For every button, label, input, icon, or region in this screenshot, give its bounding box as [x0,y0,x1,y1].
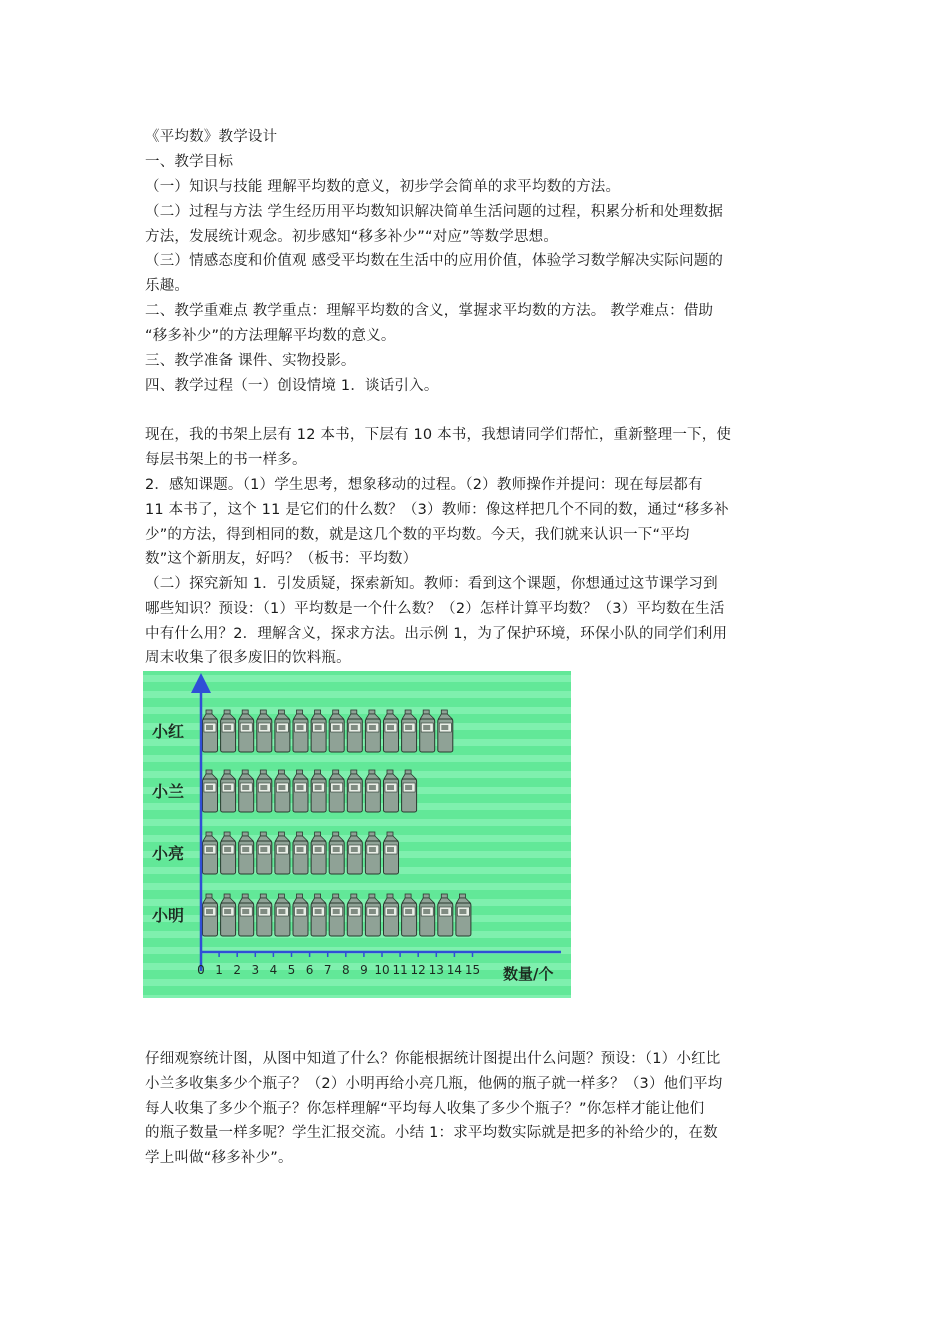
tick-label: 14 [446,963,463,977]
stripe [143,819,571,826]
stripe [143,995,571,998]
stripe [143,675,571,682]
tick-label: 12 [410,963,426,977]
tick-label: 6 [305,963,314,977]
heading-text: 一、教学目标 [145,154,234,170]
tick-label: 2 [233,963,242,977]
paragraph-perceive-topic [145,473,807,572]
paragraph-bookshelf [145,423,807,473]
tick-label: 11 [392,963,408,977]
tick-label: 10 [374,963,390,977]
item-text-line: （二）过程与方法 学生经历用平均数知识解决简单生活问题的过程，积累分析和处理数据 [145,204,724,220]
category-label: 小明 [152,906,185,925]
item-text-line: （三）情感态度和价值观 感受平均数在生活中的应用价值，体验学习数学解决实际问题的 [145,253,724,269]
paragraph-line: 哪些知识？预设：（1）平均数是一个什么数？（2）怎样计算平均数？（3）平均数在生活 [145,600,725,617]
category-label: 小红 [152,722,185,741]
tick-label: 4 [269,963,278,977]
category-label: 小亮 [152,844,185,863]
section1-item2 [145,200,807,250]
paragraph-line: 2．感知课题。（1）学生思考，想象移动的过程。（2）教师操作并提问：现在每层都有 [145,477,703,493]
section2 [145,299,807,349]
tick-label: 1 [215,963,223,977]
item-text-line: 乐趣。 [145,277,190,294]
section1-item1 [145,175,807,200]
section-text-line: 二、教学重难点 教学重点：理解平均数的含义，掌握求平均数的方法。 教学难点：借助 [145,303,714,319]
bottle-pictograph-chart [143,671,571,998]
paragraph-explore [145,572,807,671]
tick-label: 7 [323,963,332,977]
section1-item3 [145,249,807,299]
section3 [145,349,807,374]
paragraph-line: 少”的方法，得到相同的数，就是这几个数的平均数。今天，我们就来认识一下“平均 [145,526,690,543]
paragraph-line: 现在，我的书架上层有 12 本书，下层有 10 本书，我想请同学们帮忙，重新整理一下，使 [145,427,732,443]
paragraph-line: 的瓶子数量一样多呢？学生汇报交流。小结 1：求平均数实际就是把多的补给少的，在数 [145,1125,718,1142]
item-text: （一）知识与技能 理解平均数的意义，初步学会简单的求平均数的方法。 [145,179,621,195]
paragraph-line: 仔细观察统计图，从图中知道了什么？你能根据统计图提出什么问题？预设：（1）小红比 [145,1051,721,1067]
section-text-line: 三、教学准备 课件、实物投影。 [145,353,356,369]
tick-label: 3 [251,963,260,977]
section-text-line: “移多补少”的方法理解平均数的意义。 [145,327,396,344]
stripe [143,755,571,762]
paragraph-line: 数”这个新朋友，好吗？（板书：平均数） [145,551,418,568]
paragraph-line: （二）探究新知 1．引发质疑，探索新知。教师：看到这个课题，你想通过这节课学习到 [145,576,718,592]
section4 [145,374,807,399]
section1-heading [145,150,807,175]
paragraph-observe-chart [145,1047,807,1171]
category-label: 小兰 [152,782,185,801]
stripe [143,883,571,890]
tick-label: 9 [360,963,368,977]
paragraph-line: 中有什么用？2．理解含义，探求方法。出示例 1，为了保护环境，环保小队的同学们利用 [145,625,728,642]
paragraph-line: 每人收集了多少个瓶子？你怎样理解“平均每人收集了多少个瓶子？”你怎样才能让他们 [145,1100,705,1117]
paragraph-line: 每层书架上的书一样多。 [145,451,307,468]
item-text-line: 方法，发展统计观念。初步感知“移多补少”“对应”等数学思想。 [145,228,559,245]
title-text: 《平均数》教学设计 [145,129,278,145]
tick-label: 13 [428,963,444,977]
section-text-line: 四、教学过程（一）创设情境 1．谈话引入。 [145,378,439,394]
tick-label: 0 [197,963,205,977]
paragraph-line: 周末收集了很多废旧的饮料瓶。 [145,650,351,667]
paragraph-line: 小兰多收集多少个瓶子？（2）小明再给小亮几瓶，他俩的瓶子就一样多？（3）他们平均 [145,1075,723,1092]
tick-label: 15 [464,963,481,977]
x-axis-label: 数量/个 [503,965,554,983]
paragraph-line: 11 本书了，这个 11 是它们的什么数？（3）教师：像这样把几个不同的数，通过“移多补 [145,501,729,518]
tick-label: 5 [287,963,296,977]
tick-label: 8 [341,963,350,977]
document-title [145,125,807,150]
paragraph-line: 学上叫做“移多补少”。 [145,1150,293,1167]
stripe [143,691,571,698]
